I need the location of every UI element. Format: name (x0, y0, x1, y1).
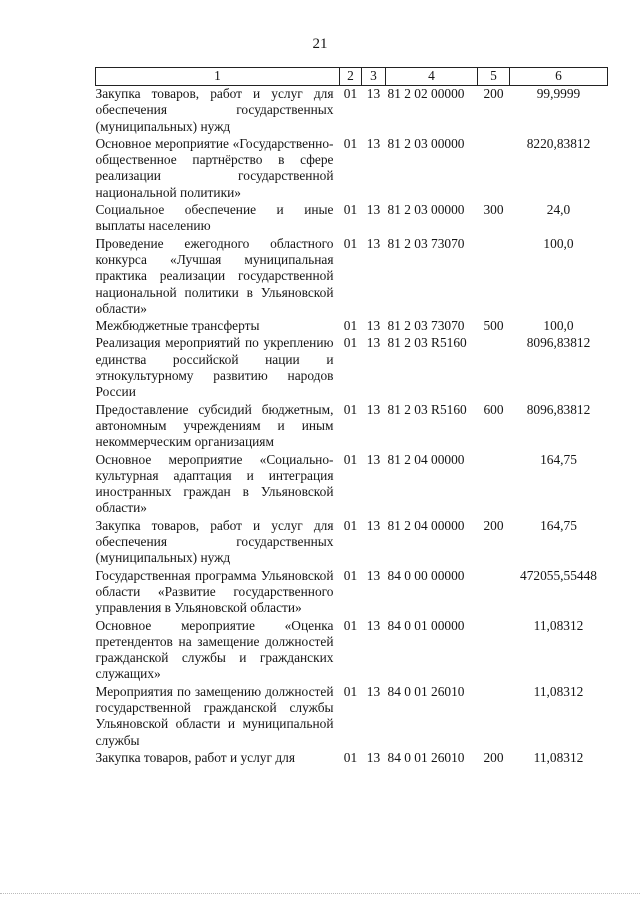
row-type-cell: 600 (483, 401, 504, 417)
row-code-cell: 81 2 04 00000 (387, 517, 465, 533)
row-code-cell: 84 0 01 26010 (387, 749, 465, 765)
row-amount-cell: 8096,83812 (526, 401, 591, 417)
row-type-cell (478, 568, 510, 618)
row-code-cell: 81 2 04 00000 (387, 451, 465, 467)
table-row (96, 202, 608, 236)
row-type-cell: 500 (483, 318, 504, 334)
row-amount-cell: 11,08312 (533, 683, 584, 699)
row-subsection-cell: 13 (366, 617, 381, 633)
row-name-cell: Социальное обеспечение и иные выплаты населению (95, 202, 334, 234)
row-section-cell: 01 (343, 567, 358, 583)
row-section-cell: 01 (343, 683, 358, 699)
table-row (96, 236, 608, 318)
table-row (96, 136, 608, 202)
row-subsection-cell: 13 (366, 235, 381, 251)
row-section-cell: 01 (343, 86, 358, 101)
row-name-cell: Мероприятия по замещению должностей государственной гражданской службы Ульяновской области и муниципальной службы (95, 683, 334, 748)
table-row (96, 318, 608, 335)
row-section-cell: 01 (343, 749, 358, 765)
row-amount-cell: 472055,55448 (520, 567, 597, 583)
row-name-cell: Основное мероприятие «Оценка претендентов на замещение должностей гражданской службы и гражданских служащих» (95, 617, 334, 682)
table-row (96, 402, 608, 452)
row-type-cell (478, 618, 510, 684)
row-section-cell: 01 (343, 335, 358, 351)
header-col-1: 1 (96, 68, 340, 86)
header-col-4: 4 (386, 68, 478, 86)
row-name-cell: Реализация мероприятий по укреплению единства российской нации и этнокультурному развитию народов России (95, 335, 334, 400)
row-name-cell: Основное мероприятие «Социально-культурная адаптация и интеграция иностранных граждан в Ульяновской области» (95, 451, 334, 516)
row-code-cell: 81 2 03 R5160 (387, 401, 467, 417)
row-name-cell: Основное мероприятие «Государственно-общественное партнёрство в сфере реализации государственной национальной политики» (95, 135, 334, 200)
row-subsection-cell: 13 (366, 401, 381, 417)
row-name-cell: Закупка товаров, работ и услуг для обеспечения государственных (муниципальных) нужд (95, 517, 334, 566)
row-type-cell: 200 (483, 86, 504, 101)
header-col-6: 6 (510, 68, 608, 86)
row-name-cell: Межбюджетные трансферты (95, 318, 260, 334)
header-col-3: 3 (362, 68, 386, 86)
row-code-cell: 81 2 03 00000 (387, 202, 465, 218)
row-name-cell: Государственная программа Ульяновской области «Развитие государственного управления в Ульяновской области» (95, 567, 334, 616)
row-name-cell: Проведение ежегодного областного конкурса «Лучшая муниципальная практика реализации государственной национальной политики в Ульяновской области» (95, 235, 334, 316)
row-subsection-cell: 13 (366, 451, 381, 467)
row-subsection-cell: 13 (366, 318, 381, 334)
table-row (96, 335, 608, 401)
row-type-cell (478, 335, 510, 401)
row-type-cell: 300 (483, 202, 504, 218)
row-name-cell: Закупка товаров, работ и услуг для обеспечения государственных (муниципальных) нужд (95, 86, 334, 134)
row-section-cell: 01 (343, 451, 358, 467)
table-header-row (96, 68, 608, 86)
page-number: 21 (312, 36, 328, 52)
table-row (96, 750, 608, 767)
row-name-cell: Закупка товаров, работ и услуг для (95, 749, 295, 765)
row-amount-cell: 8220,83812 (526, 135, 591, 151)
row-code-cell: 81 2 03 R5160 (387, 335, 467, 351)
table-row (96, 518, 608, 568)
row-section-cell: 01 (343, 617, 358, 633)
table-row (96, 86, 608, 136)
row-type-cell (478, 136, 510, 202)
row-code-cell: 81 2 02 00000 (387, 86, 465, 101)
header-col-5: 5 (478, 68, 510, 86)
row-code-cell: 81 2 03 73070 (387, 318, 465, 334)
row-amount-cell: 8096,83812 (526, 335, 591, 351)
row-amount-cell: 24,0 (546, 202, 571, 218)
row-code-cell: 81 2 03 00000 (387, 135, 465, 151)
row-subsection-cell: 13 (366, 202, 381, 218)
row-type-cell (478, 452, 510, 518)
row-section-cell: 01 (343, 135, 358, 151)
row-subsection-cell: 13 (366, 683, 381, 699)
row-type-cell (478, 236, 510, 318)
header-col-2: 2 (340, 68, 362, 86)
bottom-scan-rule (0, 893, 640, 895)
row-subsection-cell: 13 (366, 517, 381, 533)
row-type-cell (478, 684, 510, 750)
row-amount-cell: 164,75 (540, 451, 577, 467)
row-amount-cell: 100,0 (543, 318, 574, 334)
row-subsection-cell: 13 (366, 335, 381, 351)
table-row (96, 684, 608, 750)
row-section-cell: 01 (343, 202, 358, 218)
row-section-cell: 01 (343, 235, 358, 251)
row-section-cell: 01 (343, 517, 358, 533)
row-amount-cell: 11,08312 (533, 617, 584, 633)
budget-table (95, 67, 608, 767)
row-amount-cell: 99,9999 (536, 86, 581, 101)
row-code-cell: 81 2 03 73070 (387, 235, 465, 251)
row-subsection-cell: 13 (366, 86, 381, 101)
row-code-cell: 84 0 01 00000 (387, 617, 465, 633)
row-amount-cell: 100,0 (543, 235, 574, 251)
row-section-cell: 01 (343, 401, 358, 417)
row-amount-cell: 11,08312 (533, 749, 584, 765)
row-section-cell: 01 (343, 318, 358, 334)
row-type-cell: 200 (483, 749, 504, 765)
row-code-cell: 84 0 01 26010 (387, 683, 465, 699)
table-body (96, 86, 608, 768)
row-code-cell: 84 0 00 00000 (387, 567, 465, 583)
table-row (96, 618, 608, 684)
table-row (96, 452, 608, 518)
row-subsection-cell: 13 (366, 749, 381, 765)
row-amount-cell: 164,75 (540, 517, 577, 533)
row-name-cell: Предоставление субсидий бюджетным, автономным учреждениям и иным некоммерческим организациям (95, 401, 334, 450)
row-subsection-cell: 13 (366, 135, 381, 151)
table-row (96, 568, 608, 618)
row-type-cell: 200 (483, 517, 504, 533)
row-subsection-cell: 13 (366, 567, 381, 583)
